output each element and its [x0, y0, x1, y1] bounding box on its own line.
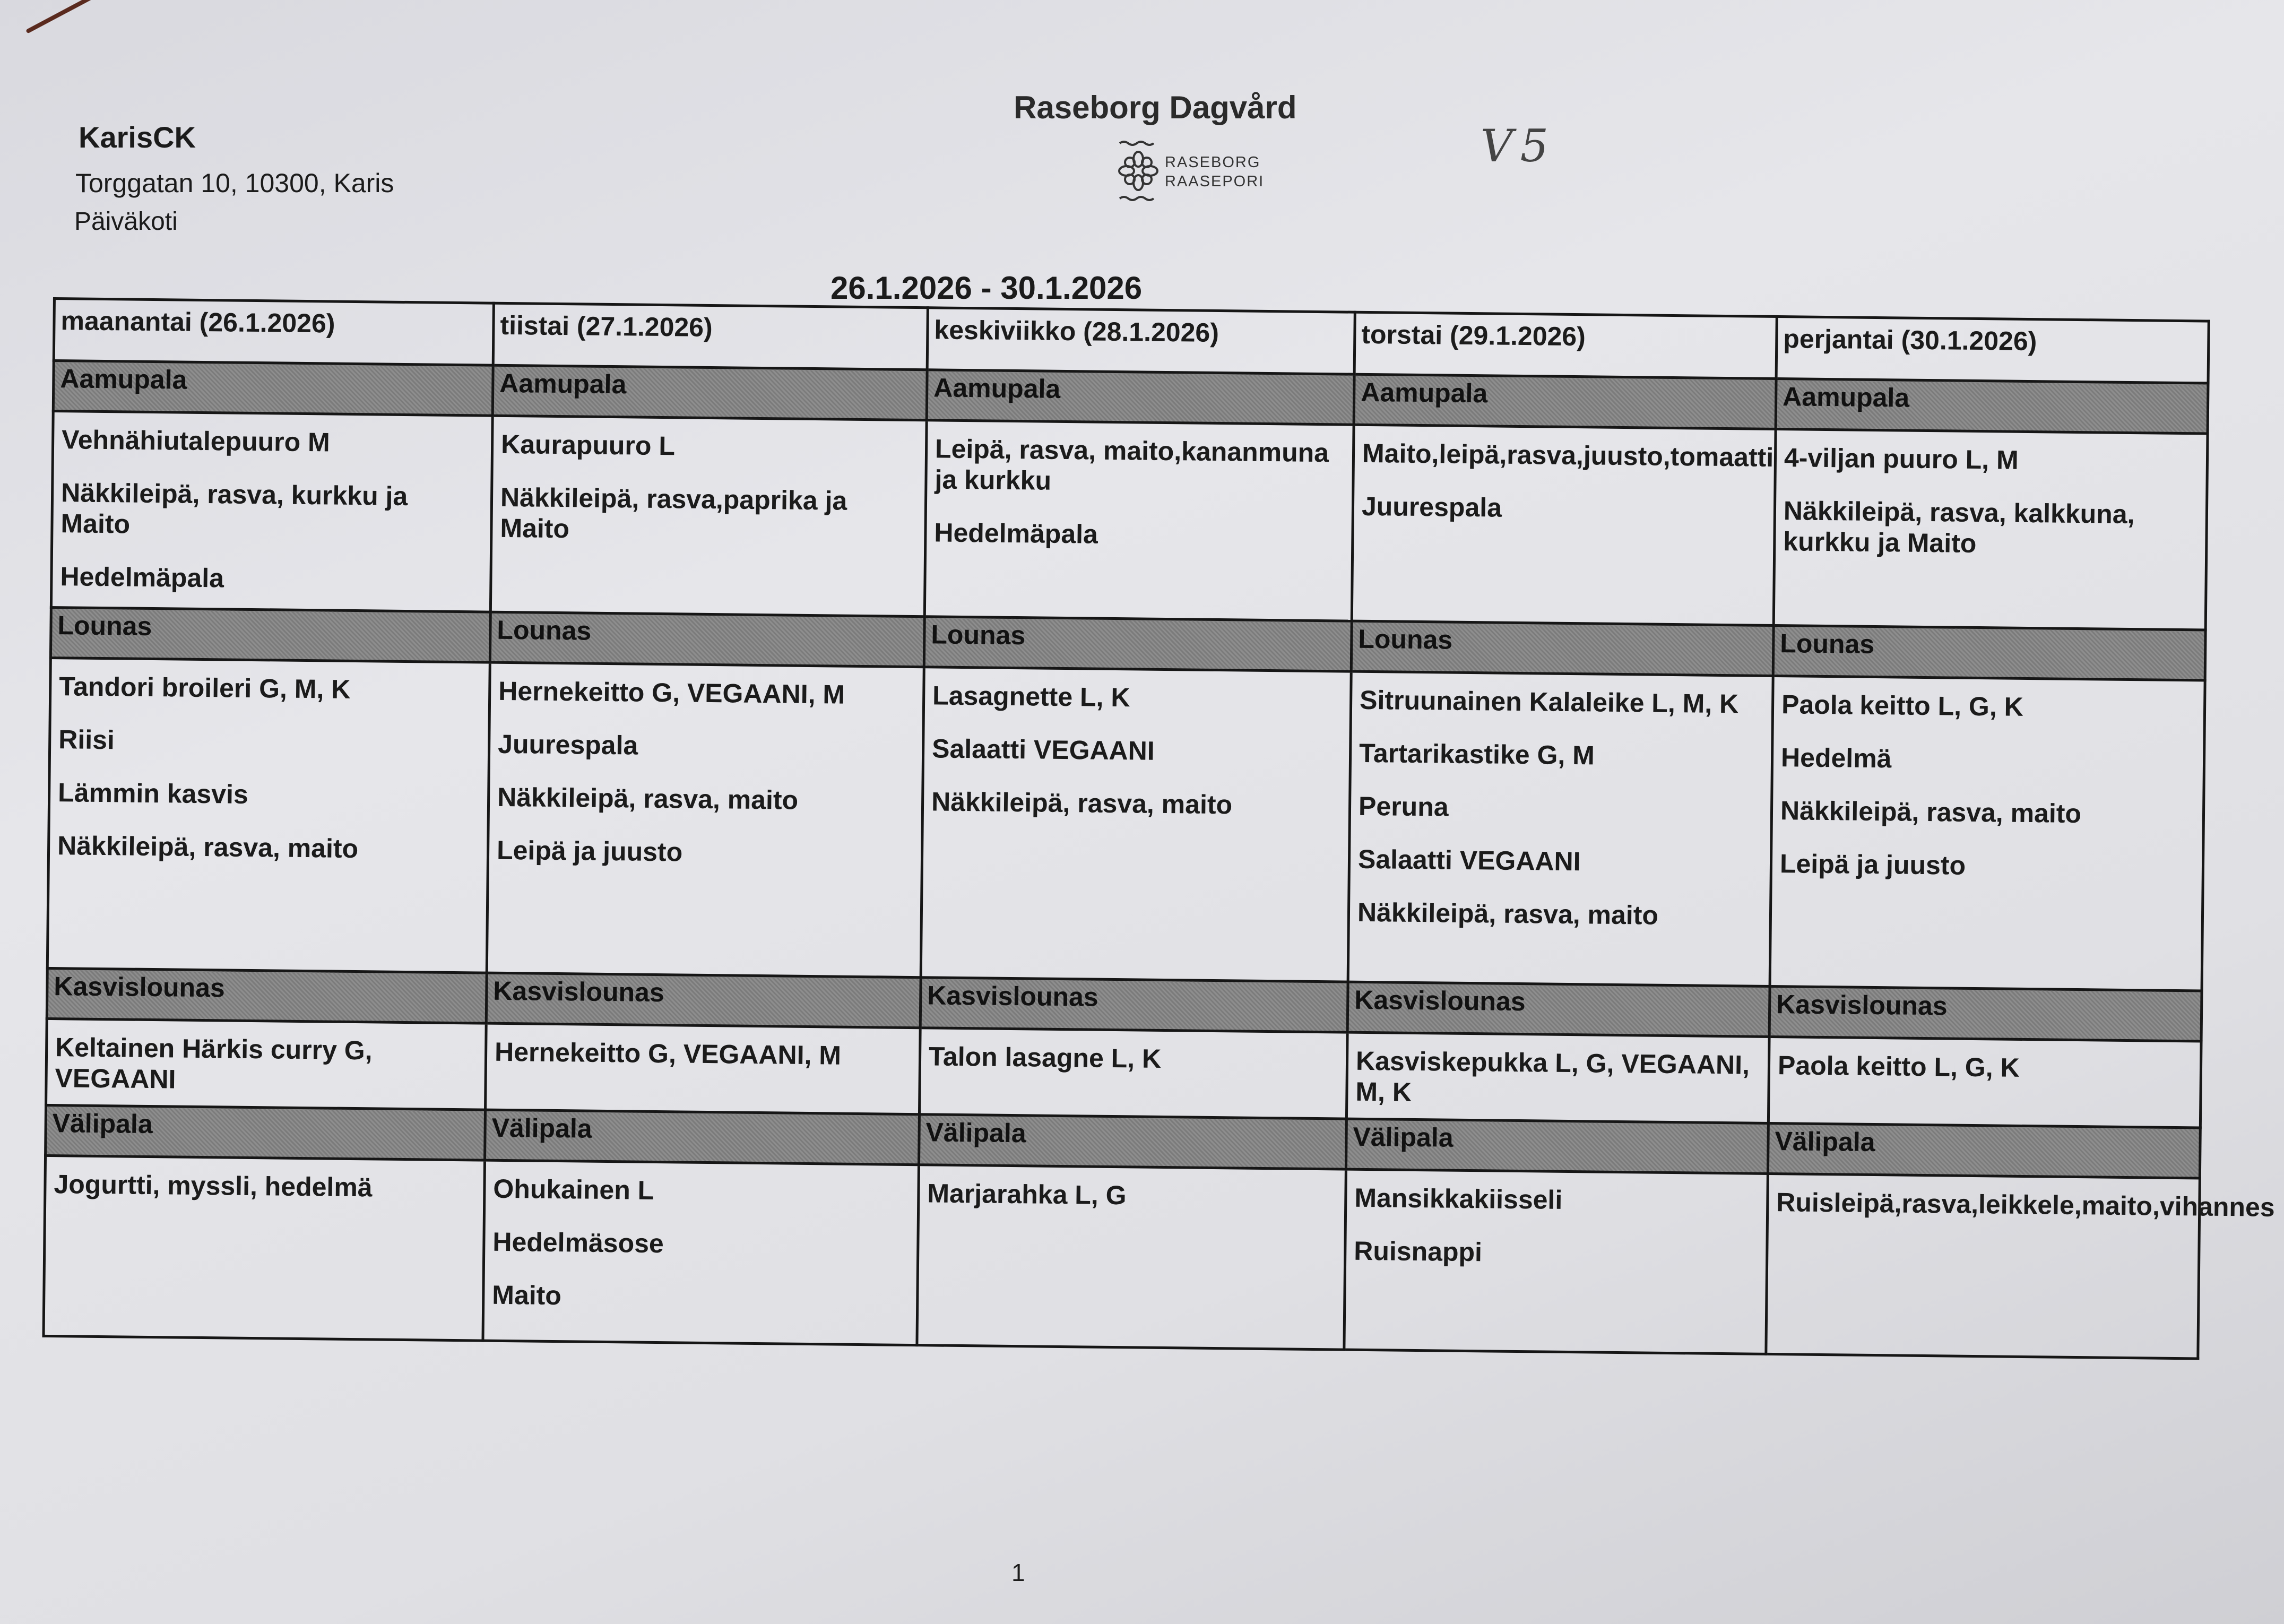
- section-label: Välipala: [1346, 1119, 1768, 1173]
- menu-item: Kaurapuuro L: [500, 429, 676, 461]
- menu-item: Ruisnappi: [1354, 1236, 1483, 1267]
- menu-item: 4-viljan puuro L, M: [1784, 443, 2019, 475]
- menu-item: Leipä ja juusto: [1779, 849, 1966, 880]
- section-label: Lounas: [924, 617, 1352, 671]
- menu-cell: [51, 411, 492, 612]
- section-label: Aamupala: [492, 365, 927, 420]
- menu-item: Vehnähiutalepuuro M: [61, 425, 331, 457]
- section-label: Aamupala: [1776, 379, 2208, 434]
- menu-cell: [490, 416, 927, 617]
- menu-item: Näkkileipä, rasva, kalkkuna, kurkku ja Maito: [1783, 496, 2135, 558]
- menu-cell: [487, 662, 924, 978]
- flower-logo-icon: [1114, 139, 1162, 203]
- menu-cell: [1768, 1036, 2201, 1128]
- menu-item: Maito,leipä,rasva,juusto,tomaatti: [1362, 438, 1774, 472]
- menu-item: Näkkileipä, rasva, maito: [57, 831, 359, 864]
- handwritten-version-note: V5: [1481, 120, 1556, 172]
- menu-item: Lämmin kasvis: [57, 778, 249, 809]
- menu-cell: [47, 658, 490, 973]
- section-label: Välipala: [46, 1105, 486, 1160]
- menu-item: Paola keitto L, G, K: [1777, 1050, 2020, 1083]
- document-title: Raseborg Dagvård: [1014, 90, 1297, 125]
- page-number: 1: [1011, 1559, 1025, 1586]
- menu-item: Näkkileipä, rasva,paprika ja Maito: [500, 482, 847, 544]
- menu-row-lunch: [47, 658, 2205, 990]
- menu-item: Näkkileipä, rasva, maito: [497, 782, 799, 815]
- menu-item: Keltainen Härkis curry G, VEGAANI: [55, 1032, 373, 1094]
- section-label: Välipala: [919, 1115, 1346, 1169]
- menu-item: Hernekeitto G, VEGAANI, M: [494, 1036, 842, 1070]
- menu-item: Hernekeitto G, VEGAANI, M: [498, 676, 845, 710]
- section-label: Kasvislounas: [920, 978, 1348, 1032]
- menu-item: Salaatti VEGAANI: [931, 733, 1155, 766]
- menu-item: Salaatti VEGAANI: [1357, 844, 1581, 877]
- day-header: keskiviikko (28.1.2026): [927, 308, 1355, 374]
- org-address: Torggatan 10, 10300, Karis: [75, 168, 394, 198]
- menu-item: Talon lasagne L, K: [928, 1041, 1162, 1074]
- menu-cell: [44, 1155, 485, 1341]
- menu-cell: [1352, 425, 1776, 625]
- menu-cell: [1344, 1169, 1768, 1354]
- org-name: KarisCK: [79, 120, 196, 154]
- menu-item: Näkkileipä, rasva, maito: [1357, 897, 1659, 930]
- menu-item: Tartarikastike G, M: [1359, 738, 1595, 771]
- section-label: Lounas: [1773, 625, 2205, 680]
- menu-item: Juurespala: [1361, 491, 1502, 523]
- menu-item: Maito: [492, 1280, 562, 1311]
- menu-item: Juurespala: [497, 729, 638, 761]
- menu-item: Mansikkakiisseli: [1354, 1182, 1563, 1215]
- section-label: Kasvislounas: [47, 968, 487, 1023]
- section-label: Aamupala: [1354, 374, 1776, 429]
- menu-item: Kasviskepukka L, G, VEGAANI, M, K: [1355, 1046, 1750, 1107]
- menu-item: Peruna: [1358, 791, 1449, 822]
- raseborg-logo: [1114, 139, 1274, 203]
- section-label: Kasvislounas: [1347, 982, 1770, 1036]
- menu-cell: [1348, 671, 1773, 986]
- section-label: Välipala: [1768, 1123, 2200, 1178]
- menu-item: Leipä, rasva, maito,kananmuna ja kurkku: [935, 434, 1329, 496]
- menu-item: Marjarahka L, G: [927, 1178, 1127, 1211]
- menu-row-breakfast: [51, 411, 2208, 630]
- menu-item: Jogurtti, myssli, hedelmä: [54, 1169, 373, 1203]
- section-label: Kasvislounas: [486, 973, 921, 1028]
- section-label: Aamupala: [53, 361, 493, 416]
- menu-cell: [483, 1160, 919, 1345]
- menu-cell: [486, 1023, 921, 1115]
- menu-item: Tandori broileri G, M, K: [59, 671, 351, 704]
- section-label: Lounas: [1351, 621, 1773, 676]
- menu-item: Ruisleipä,rasva,leikkele,maito,vihannes: [1776, 1187, 2275, 1222]
- section-label: Välipala: [485, 1110, 920, 1165]
- menu-item: Riisi: [58, 724, 115, 755]
- menu-cell: [46, 1018, 487, 1110]
- menu-cell: [924, 420, 1354, 621]
- menu-item: Sitruunainen Kalaleike L, M, K: [1359, 685, 1739, 719]
- org-type: Päiväkoti: [74, 208, 178, 236]
- menu-item: Leipä ja juusto: [496, 835, 683, 867]
- weekly-menu-table: [42, 297, 2275, 1360]
- menu-cell: [1766, 1173, 2275, 1359]
- menu-item: Lasagnette L, K: [932, 680, 1130, 713]
- menu-cell: [919, 1028, 1347, 1119]
- menu-cell: [1773, 429, 2208, 630]
- menu-row-snack: [44, 1155, 2200, 1358]
- menu-cell: [1770, 676, 2205, 990]
- menu-item: Hedelmäpala: [934, 517, 1098, 549]
- menu-cell: [1346, 1032, 1769, 1123]
- menu-item: Näkkileipä, rasva, kurkku ja Maito: [60, 478, 408, 539]
- day-header: perjantai (30.1.2026): [1776, 317, 2209, 384]
- day-header: maanantai (26.1.2026): [54, 299, 494, 366]
- menu-item: Hedelmäpala: [60, 562, 224, 593]
- pen-mark: [25, 0, 121, 34]
- section-label: Aamupala: [927, 370, 1354, 425]
- logo-text: RASEBORG RAASEPORI: [1165, 154, 1265, 190]
- week-range: 26.1.2026 - 30.1.2026: [830, 270, 1143, 306]
- menu-item: Ohukainen L: [493, 1173, 654, 1205]
- section-label: Lounas: [490, 612, 924, 667]
- section-label: Kasvislounas: [1769, 986, 2202, 1041]
- menu-item: Näkkileipä, rasva, maito: [1780, 796, 2082, 829]
- menu-cell: [917, 1165, 1346, 1350]
- day-header: torstai (29.1.2026): [1354, 312, 1777, 378]
- menu-item: Hedelmäsose: [492, 1226, 664, 1259]
- section-label: Lounas: [50, 607, 490, 662]
- menu-item: Hedelmä: [1780, 742, 1892, 774]
- menu-item: Paola keitto L, G, K: [1781, 689, 2024, 722]
- menu-item: Näkkileipä, rasva, maito: [931, 787, 1233, 820]
- day-header: tiistai (27.1.2026): [493, 303, 928, 370]
- menu-cell: [921, 667, 1351, 982]
